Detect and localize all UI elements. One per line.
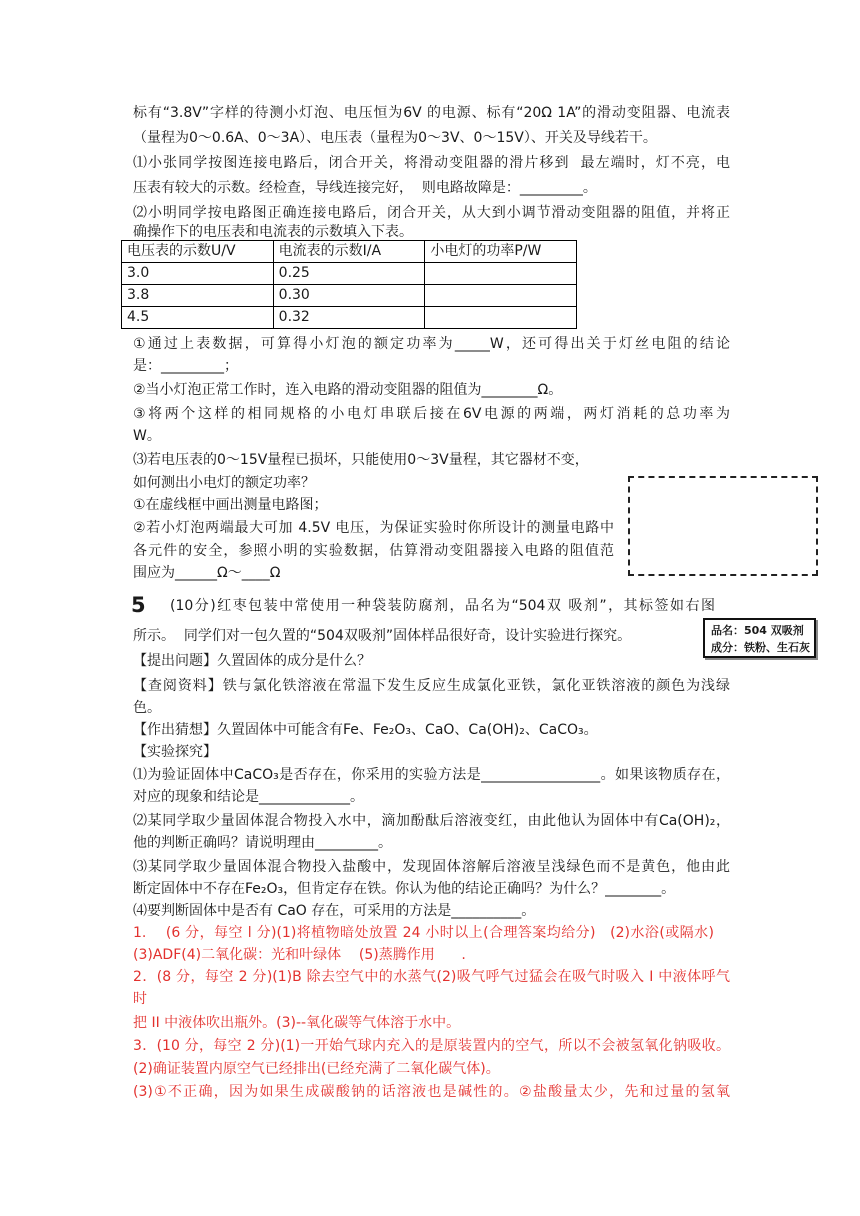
q5-line: ⑷要判断固体中是否有 CaO 存在，可采用的方法是__________。 <box>133 903 536 919</box>
q5-line: ⑵某同学取少量固体混合物投入水中，滴加酚酞后溶液变红，由此他认为固体中有Ca(OH)₂， <box>133 813 730 829</box>
label-ingredients: 成分：铁粉、生石灰 <box>711 641 810 654</box>
answer-line: 1. (6 分，每空 l 分)(1)将植物暗处放置 24 小时以上(合理答案均给分) (2)水浴(或隔水) <box>133 925 714 941</box>
q5-line: 所示。 同学们对一包久置的“504双吸剂”固体样品很好奇，设计实验进行探究。 <box>133 628 632 644</box>
q4-line: ⑶若电压表的0～15V量程已损坏，只能使用0～3V量程，其它器材不变， <box>133 452 589 468</box>
q4-line: ②若小灯泡两端最大可加 4.5V 电压，为保证实验时你所设计的测量电路中 <box>133 520 614 536</box>
table-cell: 0.30 <box>273 285 425 307</box>
table-header-cell: 电流表的示数I/A <box>273 241 425 263</box>
measurement-table <box>121 240 577 329</box>
table-cell <box>425 263 577 285</box>
q5-line: 对应的现象和结论是_____________。 <box>133 789 364 805</box>
q5-line: (10分)红枣包装中常使用一种袋装防腐剂，品名为“504双 吸剂”，其标签如右图 <box>170 598 715 614</box>
answer-line: 2．(8 分，每空 2 分)(1)B 除去空气中的水蒸气(2)吸气呼气过猛会在吸气时吸入 I 中液体呼气 <box>133 969 730 985</box>
question-number: 5 <box>131 593 146 617</box>
q4-line: W。 <box>133 428 161 444</box>
q5-line: 【提出问题】久置固体的成分是什么？ <box>133 653 371 669</box>
table-cell <box>425 307 577 329</box>
q4-line: 压表有较大的示数。经检查，导线连接完好， 则电路故障是：_________。 <box>133 180 597 196</box>
q5-line: 断定固体中不存在Fe₂O₃，但肯定存在铁。你认为他的结论正确吗？为什么？________。 <box>133 881 676 897</box>
q4-line: ①在虚线框中画出测量电路图； <box>133 497 328 513</box>
q4-line: 是：_________； <box>133 358 238 374</box>
table-header-cell: 电压表的示数U/V <box>122 241 274 263</box>
q4-line: 确操作下的电压表和电流表的示数填入下表。 <box>133 224 413 240</box>
circuit-drawing-box <box>628 476 818 576</box>
q5-line: ⑶某同学取少量固体混合物投入盐酸中，发现固体溶解后溶液呈浅绿色而不是黄色，他由此 <box>133 859 730 875</box>
q4-line: （量程为0～0.6A、0～3A）、电压表（量程为0～3V、0～15V）、开关及导线若干。 <box>133 130 657 146</box>
answer-line: (3)ADF(4)二氧化碳：光和叶绿体 (5)蒸腾作用 . <box>133 947 466 963</box>
table-row <box>122 285 577 307</box>
table-cell: 3.0 <box>122 263 274 285</box>
table-cell: 4.5 <box>122 307 274 329</box>
table-header-cell: 小电灯的功率P/W <box>425 241 577 263</box>
q4-line: 如何测出小电灯的额定功率？ <box>133 475 315 491</box>
q5-line: 色。 <box>133 700 161 716</box>
table-header-row <box>122 241 577 263</box>
table-row <box>122 307 577 329</box>
q4-line: 围应为______Ω～____Ω <box>133 565 281 581</box>
q5-line: ⑴为验证固体中CaCO₃是否存在，你采用的实验方法是_________________。如果该物质存在， <box>133 767 730 783</box>
answer-line: 3．(10 分，每空 2 分)(1)一开始气球内充入的是原装置内的空气，所以不会被氢氧化钠吸收。 <box>133 1038 730 1054</box>
q5-line: 【作出猜想】久置固体中可能含有Fe、Fe₂O₃、CaO、Ca(OH)₂、CaCO₃。 <box>133 722 598 738</box>
q4-line: ①通过上表数据，可算得小灯泡的额定功率为_____W，还可得出关于灯丝电阻的结论 <box>133 336 730 352</box>
q4-line: 标有“3.8V”字样的待测小灯泡、电压恒为6V 的电源、标有“20Ω 1A”的滑动变阻器、电流表 <box>133 105 730 121</box>
answer-line: 把 II 中液体吹出瓶外。(3)--氧化碳等气体溶于水中。 <box>133 1015 461 1031</box>
q4-line: ②当小灯泡正常工作时，连入电路的滑动变阻器的阻值为________Ω。 <box>133 382 563 398</box>
q5-line: 【实验探究】 <box>133 744 217 760</box>
q5-line: 他的判断正确吗？请说明理由_________。 <box>133 835 392 851</box>
table-cell <box>425 285 577 307</box>
answer-line: (3)①不正确，因为如果生成碳酸钠的话溶液也是碱性的。②盐酸量太少，先和过量的氢氧 <box>133 1084 730 1100</box>
q4-line: 各元件的安全，参照小明的实验数据，估算滑动变阻器接入电路的阻值范 <box>133 543 614 559</box>
q4-line: ③将两个这样的相同规格的小电灯串联后接在6V电源的两端，两灯消耗的总功率为 <box>133 406 730 422</box>
label-name: 品名：504 双吸剂 <box>711 624 804 637</box>
table-cell: 0.25 <box>273 263 425 285</box>
q5-line: 【查阅资料】铁与氯化铁溶液在常温下发生反应生成氯化亚铁，氯化亚铁溶液的颜色为浅绿 <box>133 678 730 694</box>
table-cell: 0.32 <box>273 307 425 329</box>
q4-line: ⑵小明同学按电路图正确连接电路后，闭合开关，从大到小调节滑动变阻器的阻值，并将正 <box>133 205 730 221</box>
answer-line: (2)确证装置内原空气已经排出(已经充满了二氧化碳气体)。 <box>133 1061 500 1077</box>
q4-line: ⑴小张同学按图连接电路后，闭合开关，将滑动变阻器的滑片移到 最左端时，灯不亮，电 <box>133 155 730 171</box>
table-cell: 3.8 <box>122 285 274 307</box>
table-row <box>122 263 577 285</box>
answer-line: 时 <box>133 991 147 1007</box>
